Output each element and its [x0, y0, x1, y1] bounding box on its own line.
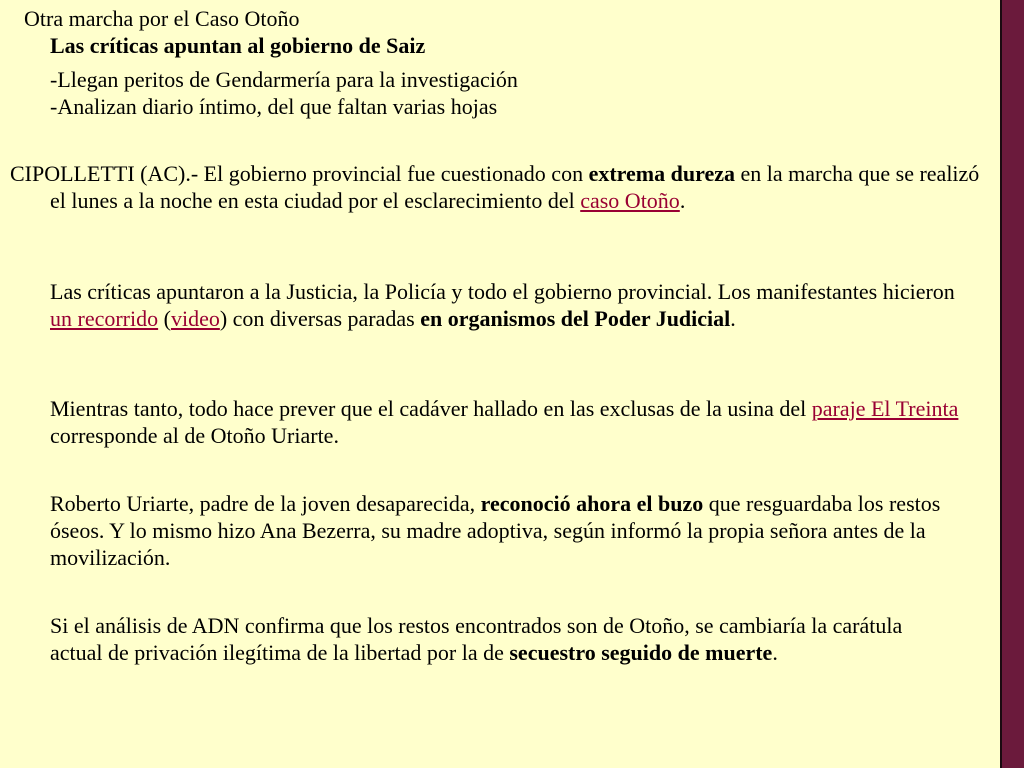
link-un-recorrido[interactable]: un recorrido: [50, 306, 159, 331]
paragraph-text: Mientras tanto, todo hace prever que el cadáver hallado en las exclusas de la usina del: [50, 396, 812, 421]
subheadings: [50, 66, 950, 120]
paragraph-text: Las críticas apuntaron a la Justicia, la Policía y todo el gobierno provincial. Los manifestantes hicieron: [50, 279, 955, 304]
article-header: [24, 5, 974, 59]
paragraph-4: [50, 490, 975, 571]
emphasis-text: secuestro seguido de muerte: [509, 640, 773, 665]
paragraph-text: .: [730, 306, 736, 331]
link-caso-otono[interactable]: caso Otoño: [580, 188, 680, 213]
link-video[interactable]: video: [170, 306, 220, 331]
paragraph-text: Roberto Uriarte, padre de la joven desaparecida,: [50, 491, 481, 516]
paragraph-text: (: [158, 306, 171, 331]
link-paraje-el-treinta[interactable]: paraje El Treinta: [811, 396, 959, 421]
paragraph-2: [50, 278, 975, 332]
paragraph-text: Si el análisis de ADN confirma que los restos encontrados son de Otoño, se cambiaría la carátula actual de privación ilegítima de la libertad por la de: [50, 613, 903, 665]
paragraph-5: [50, 612, 950, 666]
kicker: Otra marcha por el Caso Otoño: [24, 6, 300, 31]
subheading-1: -Llegan peritos de Gendarmería para la investigación: [50, 67, 518, 92]
paragraph-text: corresponde al de Otoño Uriarte.: [50, 423, 339, 448]
paragraph-text: que resguardaba los restos óseos. Y lo mismo hizo Ana Bezerra, su madre adoptiva, según informó la propia señora antes de la movilización.: [50, 491, 941, 570]
paragraph-text: ) con diversas paradas: [219, 306, 421, 331]
paragraph-text: .: [679, 188, 686, 213]
paragraph-text: CIPOLLETTI (AC).- El gobierno provincial fue cuestionado con: [10, 161, 589, 186]
paragraph-1: [10, 160, 995, 214]
paragraph-text: en la marcha que se realizó el lunes a la noche en esta ciudad por el esclarecimiento del: [50, 161, 980, 213]
decorative-border: [1002, 0, 1024, 768]
emphasis-text: en organismos del Poder Judicial: [420, 306, 731, 331]
emphasis-text: extrema dureza: [588, 161, 735, 186]
subheading-2: -Analizan diario íntimo, del que faltan varias hojas: [50, 94, 498, 119]
paragraph-3: [50, 395, 995, 449]
headline: Las críticas apuntan al gobierno de Saiz: [50, 33, 426, 58]
paragraph-text: .: [772, 640, 778, 665]
emphasis-text: reconoció ahora el buzo: [480, 491, 704, 516]
